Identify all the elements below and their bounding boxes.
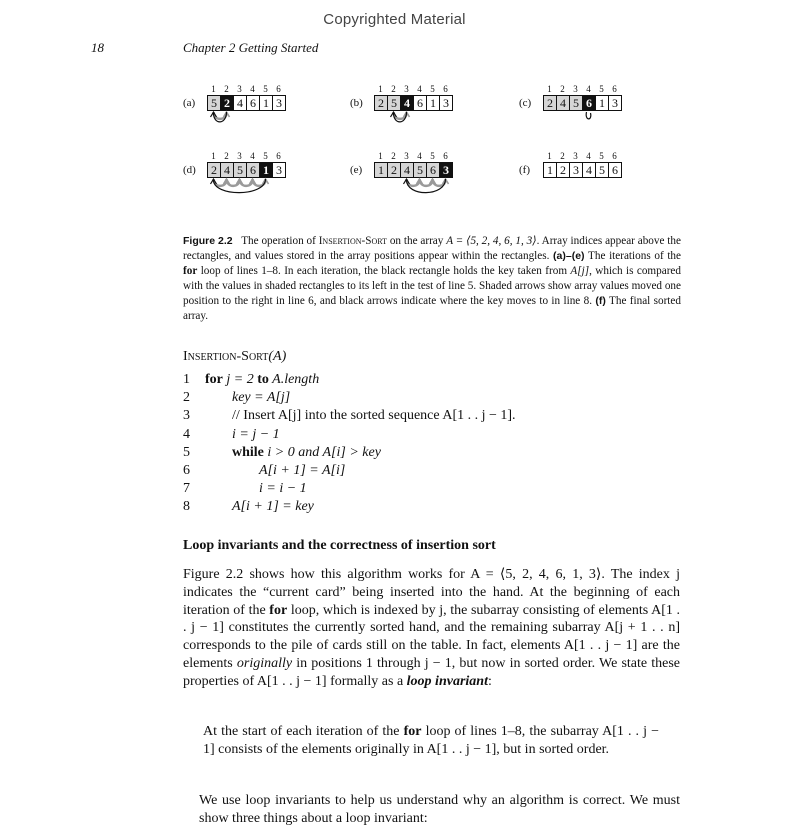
line-code: key = A[j] — [232, 390, 291, 406]
line-number: 3 — [183, 408, 190, 424]
key-cell: 3 — [439, 162, 453, 178]
panel-label: (a) — [183, 97, 196, 109]
array-index: 2 — [560, 151, 565, 161]
line-number: 5 — [183, 444, 190, 460]
array-index: 2 — [391, 151, 396, 161]
array-cell: 4 — [220, 162, 234, 178]
array-index: 6 — [612, 84, 617, 94]
array-index: 5 — [263, 151, 268, 161]
array-cell: 2 — [207, 162, 221, 178]
pseudocode-title-name: Insertion-Sort — [183, 349, 269, 364]
panel-label: (d) — [183, 164, 196, 176]
array-index: 6 — [443, 84, 448, 94]
line-code: i = i − 1 — [259, 481, 307, 497]
array-index: 2 — [391, 84, 396, 94]
p1-text: : — [487, 673, 492, 689]
array-cell: 1 — [426, 95, 440, 111]
array-index: 1 — [378, 151, 383, 161]
array-cell: 1 — [543, 162, 557, 178]
array-index: 6 — [276, 151, 281, 161]
array-index: 6 — [276, 84, 281, 94]
caption-f: (f) — [595, 295, 606, 307]
caption-aj: A[j] — [570, 265, 590, 277]
array-cell: 3 — [439, 95, 453, 111]
quote-text: loop of lines 1–8, the subarray A[1 . . j − 1] consists of the elements originally in A[1 . . j − 1], but in sorted order. — [203, 724, 659, 757]
line-number: 1 — [183, 372, 190, 387]
array-cell: 1 — [259, 95, 273, 111]
line-code: while i > 0 and A[i] > key — [232, 444, 381, 460]
caption-algo-name: Insertion-Sort — [318, 235, 387, 247]
array-index: 3 — [404, 151, 409, 161]
array-cell: 1 — [595, 95, 609, 111]
array-index: 3 — [573, 151, 578, 161]
array-index: 1 — [547, 84, 552, 94]
move-arrows — [183, 111, 303, 135]
move-arrows — [519, 178, 639, 202]
array-index: 3 — [573, 84, 578, 94]
array-index: 4 — [417, 84, 422, 94]
running-header: Chapter 2 Getting Started — [183, 40, 319, 55]
array-cell: 4 — [400, 162, 414, 178]
array-cell: 5 — [233, 162, 247, 178]
array-cell: 6 — [608, 162, 622, 178]
array-cell: 5 — [595, 162, 609, 178]
caption-text: . Array indices appear above the rectangles, and values stored in the array positions appear within the rectangles. — [183, 235, 681, 262]
array-cell: 2 — [556, 162, 570, 178]
page-number: 18 — [91, 40, 104, 55]
array-cell: 2 — [543, 95, 557, 111]
caption-for: for — [183, 265, 198, 277]
caption-text: on the array — [386, 235, 447, 247]
array-cell: 5 — [207, 95, 221, 111]
array-cell: 5 — [569, 95, 583, 111]
array-cell: 6 — [246, 95, 260, 111]
caption-label: Figure 2.2 — [183, 235, 233, 247]
quote-for: for — [403, 724, 422, 739]
line-number: 8 — [183, 499, 190, 515]
array-index: 5 — [263, 84, 268, 94]
panel-label: (f) — [519, 164, 530, 176]
array-index: 6 — [612, 151, 617, 161]
panel-label: (c) — [519, 97, 532, 109]
array-index: 5 — [599, 84, 604, 94]
line-code: A[i + 1] = key — [232, 499, 314, 515]
line-code: i = j − 1 — [232, 426, 280, 442]
array-index: 2 — [560, 84, 565, 94]
array-cell: 3 — [569, 162, 583, 178]
invariant-statement — [203, 723, 659, 759]
line-number: 7 — [183, 481, 190, 497]
caption-text: The iterations of the — [584, 250, 681, 262]
quote-text: At the start of each iteration of the — [203, 724, 404, 739]
array-cell: 4 — [582, 162, 596, 178]
p1-text: Figure 2.2 shows how this algorithm works for A = ⟨5, 2, 4, 6, 1, 3⟩. The index j indicates the “current card” being inserted into the hand. At the beginning of each iteration of the — [183, 567, 680, 618]
array-cell: 3 — [608, 95, 622, 111]
array-index: 2 — [224, 84, 229, 94]
caption-text: The operation of — [241, 235, 319, 247]
figure-caption — [183, 234, 681, 324]
array-cell: 3 — [272, 95, 286, 111]
paragraph-1 — [183, 566, 680, 691]
move-arrows — [350, 178, 470, 202]
array-index: 1 — [211, 151, 216, 161]
array-index: 6 — [443, 151, 448, 161]
array-index: 3 — [237, 84, 242, 94]
array-index: 5 — [599, 151, 604, 161]
array-cell: 6 — [413, 95, 427, 111]
key-cell: 6 — [582, 95, 596, 111]
line-number: 4 — [183, 426, 190, 442]
p1-for: for — [269, 602, 288, 618]
array-index: 2 — [224, 151, 229, 161]
move-arrows — [183, 178, 303, 202]
caption-text: loop of lines 1–8. In each iteration, the black rectangle holds the key taken from — [197, 265, 571, 277]
array-cell: 5 — [413, 162, 427, 178]
array-cell: 4 — [233, 95, 247, 111]
array-index: 5 — [430, 84, 435, 94]
array-cell: 5 — [387, 95, 401, 111]
key-cell: 1 — [259, 162, 273, 178]
section-heading: Loop invariants and the correctness of insertion sort — [183, 538, 496, 553]
array-index: 1 — [378, 84, 383, 94]
line-number: 6 — [183, 463, 190, 478]
paragraph-2: We use loop invariants to help us understand why an algorithm is correct. We must show three things about a loop invariant: — [199, 793, 680, 826]
array-cell: 3 — [272, 162, 286, 178]
line-code: // Insert A[j] into the sorted sequence A[1 . . j − 1]. — [232, 408, 516, 424]
p1-originally: originally — [236, 655, 293, 671]
array-index: 3 — [404, 84, 409, 94]
array-cell: 2 — [374, 95, 388, 111]
move-arrows — [350, 111, 470, 135]
panel-label: (b) — [350, 97, 363, 109]
key-cell: 2 — [220, 95, 234, 111]
array-index: 4 — [586, 84, 591, 94]
array-index: 4 — [250, 84, 255, 94]
array-index: 5 — [430, 151, 435, 161]
array-cell: 6 — [426, 162, 440, 178]
array-index: 3 — [237, 151, 242, 161]
array-index: 4 — [250, 151, 255, 161]
line-number: 2 — [183, 390, 190, 406]
line-code: for j = 2 to A.length — [205, 372, 320, 387]
move-arrows — [519, 111, 639, 135]
pseudocode-title — [183, 349, 286, 365]
array-cell: 1 — [374, 162, 388, 178]
copyright-watermark: Copyrighted Material — [323, 11, 466, 28]
p1-loop-invariant-term: loop invariant — [406, 673, 488, 689]
key-arrow — [586, 112, 591, 119]
caption-array: A = ⟨5, 2, 4, 6, 1, 3⟩ — [446, 235, 537, 247]
array-cell: 4 — [556, 95, 570, 111]
array-index: 1 — [211, 84, 216, 94]
key-cell: 4 — [400, 95, 414, 111]
p1-text: loop, which is indexed by j, the subarray consisting of elements A[1 . . j − 1] constitutes the currently sorted hand, and the remaining subarray A[j + 1 . . n] corresponds to the pile of cards still on the table. In fact, elements A[1 . . j − 1] are the elements — [183, 602, 680, 671]
pseudocode-title-arg: (A) — [268, 349, 287, 364]
array-index: 1 — [547, 151, 552, 161]
line-code: A[i + 1] = A[i] — [259, 463, 346, 478]
caption-text: , which is compared with the values in shaded rectangles to its left in the test of line 5. Shaded arrows show array values moved one position to the right in line 6, and black arrows indicate where the key moves to in line 8. — [183, 265, 681, 307]
panel-label: (e) — [350, 164, 363, 176]
p1-text: in positions 1 through j − 1, but now in sorted order. We state these properties of A[1 . . j − 1] formally as a — [183, 655, 680, 689]
caption-text: The final sorted array. — [183, 295, 681, 322]
array-index: 4 — [417, 151, 422, 161]
array-index: 4 — [586, 151, 591, 161]
array-cell: 2 — [387, 162, 401, 178]
array-cell: 6 — [246, 162, 260, 178]
caption-ae: (a)–(e) — [553, 250, 585, 262]
